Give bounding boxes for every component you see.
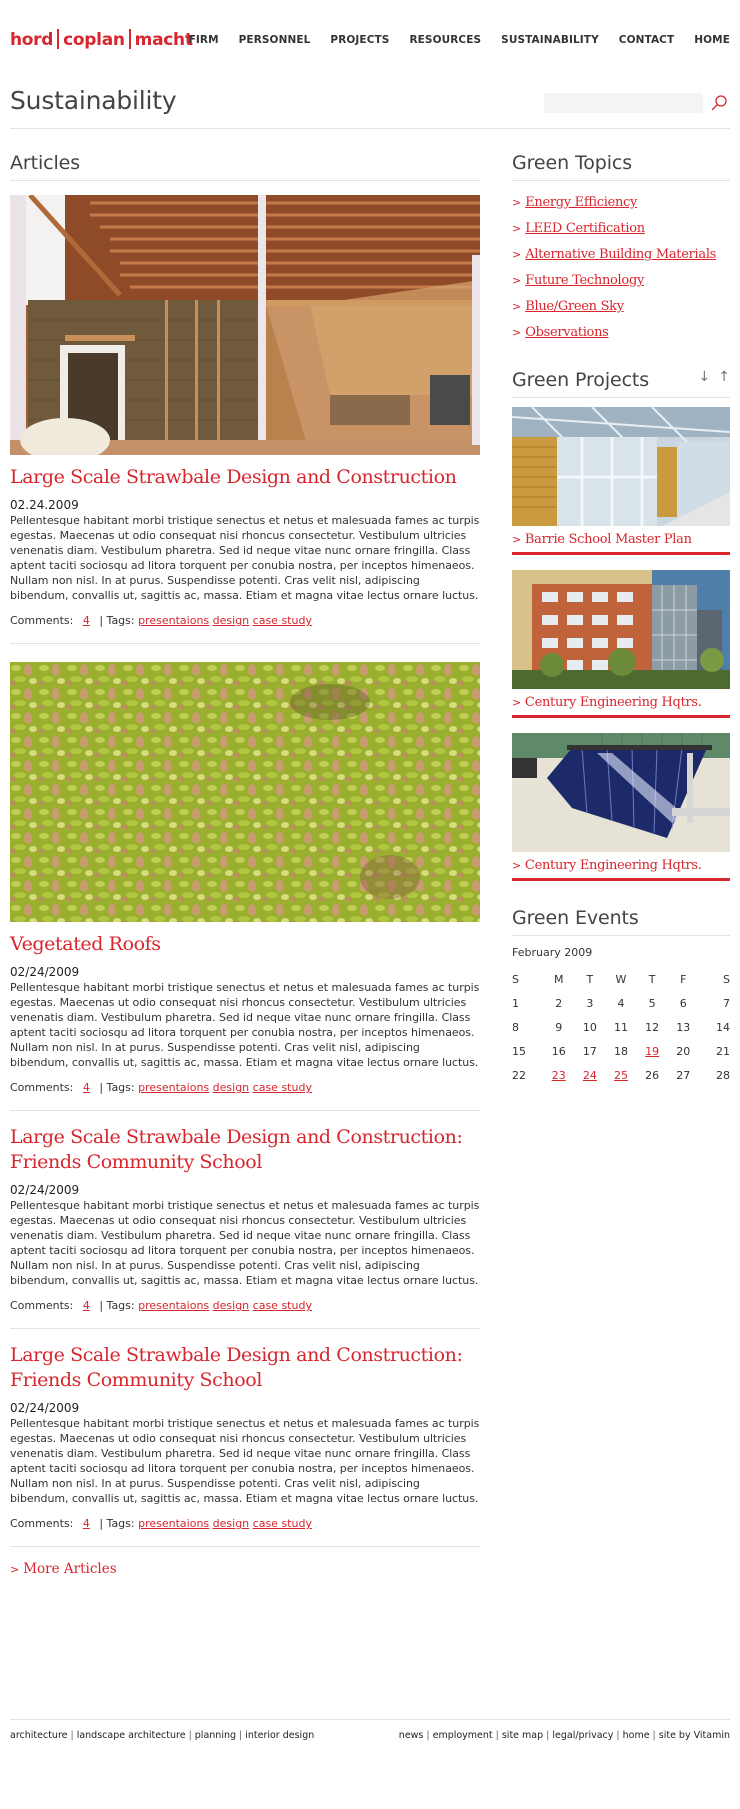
project-link[interactable] — [512, 526, 730, 555]
page-title: Sustainability — [10, 86, 177, 115]
calendar-day: 27 — [676, 1068, 691, 1082]
tag-link[interactable]: case study — [252, 1081, 312, 1094]
calendar-day: 2 — [555, 996, 563, 1010]
footer-separator: | — [70, 1730, 74, 1741]
calendar-day: 16 — [551, 1044, 566, 1058]
calendar-day-event — [543, 1063, 574, 1087]
topic-link-blue-green-sky[interactable]: Blue/Green Sky — [525, 299, 624, 314]
tag-link[interactable]: presentaions — [138, 1299, 210, 1312]
topic-link-leed-certification[interactable]: LEED Certification — [525, 221, 645, 236]
project-caption: Century Engineering Hqtrs. — [524, 858, 702, 873]
calendar-day: 8 — [512, 1020, 519, 1034]
tag-link[interactable]: design — [212, 1081, 250, 1094]
comments-count-link[interactable]: 4 — [82, 614, 90, 627]
article-meta — [10, 1081, 480, 1094]
carousel-controls — [699, 369, 730, 391]
comments-label: Comments: — [10, 1517, 74, 1530]
chevron-right-icon: > — [512, 222, 522, 235]
search-input[interactable] — [544, 93, 703, 113]
footer-separator: | — [495, 1730, 499, 1741]
calendar-day: 7 — [723, 996, 730, 1010]
calendar-day: 3 — [586, 996, 594, 1010]
article-title[interactable]: Vegetated Roofs — [10, 933, 161, 955]
tag-link[interactable]: case study — [252, 1299, 312, 1312]
topic-item — [512, 320, 730, 346]
footer-service-link[interactable]: planning — [194, 1730, 237, 1741]
footer-utility-link[interactable]: site by Vitamin — [658, 1730, 730, 1741]
calendar-day: 5 — [648, 996, 656, 1010]
comments-label: Comments: — [10, 1081, 74, 1094]
logo-part-coplan: coplan — [63, 30, 125, 50]
topic-link-future-technology[interactable]: Future Technology — [525, 273, 645, 288]
calendar-day: 26 — [645, 1068, 660, 1082]
calendar-day: 10 — [582, 1020, 597, 1034]
tag-link[interactable]: presentaions — [138, 1517, 210, 1530]
calendar-day: 4 — [617, 996, 625, 1010]
tag-link[interactable]: design — [212, 1299, 250, 1312]
calendar-day: 17 — [582, 1044, 597, 1058]
strawbale-construction-photo[interactable] — [10, 195, 480, 455]
article-meta — [10, 1517, 480, 1530]
logo-divider — [57, 29, 59, 49]
article-title[interactable]: Large Scale Strawbale Design and Construction — [10, 466, 457, 488]
calendar-day: 11 — [613, 1020, 628, 1034]
tag-link[interactable]: presentaions — [138, 1081, 210, 1094]
footer-utility-link[interactable]: home — [622, 1730, 650, 1741]
calendar-day: 14 — [716, 1020, 730, 1034]
chevron-right-icon: > — [512, 533, 521, 546]
header-divider — [10, 128, 730, 129]
footer-utility-link[interactable]: news — [398, 1730, 424, 1741]
calendar-day: 1 — [512, 996, 519, 1010]
weekday-label: W — [615, 972, 627, 986]
footer-separator: | — [546, 1730, 550, 1741]
footer-separator: | — [426, 1730, 430, 1741]
article-title[interactable]: Large Scale Strawbale Design and Construction: Friends Community School — [10, 1344, 463, 1391]
brick-office-building-photo[interactable] — [512, 570, 730, 689]
project-link[interactable] — [512, 852, 730, 881]
project-card — [512, 407, 730, 555]
chevron-right-icon: > — [512, 274, 522, 287]
project-link[interactable] — [512, 689, 730, 718]
tag-link[interactable]: presentaions — [138, 614, 210, 627]
calendar-day: 22 — [512, 1068, 526, 1082]
footer-utility-link[interactable]: site map — [501, 1730, 544, 1741]
article-date: 02.24.2009 — [10, 498, 79, 512]
comments-count-link[interactable]: 4 — [82, 1299, 90, 1312]
project-caption: Century Engineering Hqtrs. — [524, 695, 702, 710]
comments-label: Comments: — [10, 614, 74, 627]
weekday-label: F — [680, 972, 687, 986]
comments-count-link[interactable]: 4 — [82, 1081, 90, 1094]
green-topics-heading: Green Topics — [512, 152, 730, 181]
calendar-day: 13 — [676, 1020, 691, 1034]
sidebar — [512, 152, 730, 1087]
footer-divider — [10, 1719, 730, 1720]
article-meta — [10, 614, 480, 627]
weekday-label: M — [553, 972, 564, 986]
footer-utility-link[interactable]: employment — [432, 1730, 493, 1741]
calendar-day-event — [605, 1063, 636, 1087]
article-item — [10, 1111, 480, 1329]
calendar-day: 20 — [676, 1044, 691, 1058]
search-icon[interactable] — [710, 94, 728, 112]
calendar-week — [512, 1039, 730, 1063]
calendar-day-event — [637, 1039, 668, 1063]
article-body: Pellentesque habitant morbi tristique senectus et netus et malesuada fames ac turpis egestas. Maecenas ut odio consequat nisi rhoncus consectetur. Vestibulum ultricies venenatis diam. Vestibulum pharetra. Sed id neque vitae nunc ornare fringilla. Class aptent taciti sociosqu ad litora torquent per conubia nostra, per inceptos himenaeos. Nullam non nisl. In at purus. Suspendisse potenti. Cras velit nisl, adipiscing bibendum, convallis ut, sagittis ac, massa. Etiam et magna vitae lectus ornare luctus. — [10, 981, 480, 1069]
main-nav — [189, 34, 730, 46]
topic-item — [512, 294, 730, 320]
chevron-right-icon: > — [512, 859, 521, 872]
project-card — [512, 570, 730, 718]
footer-separator: | — [616, 1730, 620, 1741]
footer-service-link[interactable]: interior design — [245, 1730, 315, 1741]
footer-separator: | — [188, 1730, 192, 1741]
tags-label: | Tags: — [99, 1517, 135, 1530]
nav-home[interactable]: HOME — [694, 34, 730, 46]
green-projects-divider — [512, 397, 730, 398]
logo-part-macht: macht — [134, 30, 193, 50]
footer-services — [10, 1730, 314, 1741]
footer-service-link[interactable]: architecture — [10, 1730, 68, 1741]
article-date: 02/24/2009 — [10, 965, 80, 979]
rooftop-solar-collectors-photo[interactable] — [512, 733, 730, 852]
topic-item — [512, 216, 730, 242]
article-item — [10, 662, 480, 1111]
green-events-heading: Green Events — [512, 907, 730, 936]
calendar-day: 9 — [555, 1020, 563, 1034]
more-articles-link[interactable] — [10, 1561, 117, 1577]
calendar-event-link[interactable]: 24 — [582, 1068, 597, 1082]
topic-item — [512, 268, 730, 294]
weekday-label: T — [648, 972, 656, 986]
nav-sustainability[interactable]: SUSTAINABILITY — [501, 34, 599, 46]
calendar-week — [512, 1063, 730, 1087]
chevron-right-icon: > — [512, 300, 522, 313]
chevron-right-icon: > — [512, 696, 521, 709]
atrium-interior-rendering[interactable] — [512, 407, 730, 526]
logo-divider — [129, 29, 131, 49]
topic-item — [512, 190, 730, 216]
tags-label: | Tags: — [99, 614, 135, 627]
topic-link-energy-efficiency[interactable]: Energy Efficiency — [525, 195, 638, 210]
chevron-right-icon: > — [512, 196, 522, 209]
logo-part-hord: hord — [10, 30, 54, 50]
green-projects-heading: Green Projects — [512, 369, 650, 391]
article-meta — [10, 1299, 480, 1312]
nav-resources[interactable]: RESOURCES — [409, 34, 482, 46]
article-body: Pellentesque habitant morbi tristique senectus et netus et malesuada fames ac turpis egestas. Maecenas ut odio consequat nisi rhoncus consectetur. Vestibulum ultricies venenatis diam. Vestibulum pharetra. Sed id neque vitae nunc ornare fringilla. Class aptent taciti sociosqu ad litora torquent per conubia nostra, per inceptos himenaeos. Nullam non nisl. In at purus. Suspendisse potenti. Cras velit nisl, adipiscing bibendum, convallis ut, sagittis ac, massa. Etiam et magna vitae lectus ornare luctus. — [10, 1199, 480, 1287]
calendar-day: 15 — [512, 1044, 526, 1058]
arrow-up-icon[interactable]: ↑ — [718, 369, 730, 385]
weekday-label: S — [512, 972, 519, 986]
tag-link[interactable]: case study — [252, 1517, 312, 1530]
chevron-right-icon: > — [10, 1563, 20, 1576]
calendar-week — [512, 1015, 730, 1039]
calendar-event-link[interactable]: 23 — [551, 1068, 566, 1082]
footer-separator: | — [239, 1730, 243, 1741]
calendar-day: 21 — [716, 1044, 730, 1058]
calendar-month: February 2009 — [512, 946, 593, 959]
weekday-label: S — [723, 972, 730, 986]
calendar-day: 12 — [645, 1020, 660, 1034]
nav-personnel[interactable]: PERSONNEL — [238, 34, 311, 46]
chevron-right-icon: > — [512, 326, 522, 339]
footer-links — [399, 1730, 730, 1741]
project-card — [512, 733, 730, 881]
footer-separator: | — [652, 1730, 656, 1741]
calendar-day: 6 — [679, 996, 687, 1010]
chevron-right-icon: > — [512, 248, 522, 261]
article-date: 02/24/2009 — [10, 1183, 80, 1197]
calendar-week — [512, 991, 730, 1015]
events-calendar — [512, 967, 730, 1087]
calendar-event-link[interactable]: 19 — [645, 1044, 660, 1058]
topic-link-observations[interactable]: Observations — [525, 325, 609, 340]
tag-link[interactable]: case study — [252, 614, 312, 627]
nav-contact[interactable]: CONTACT — [618, 34, 675, 46]
topic-link-alternative-building-materials[interactable]: Alternative Building Materials — [525, 247, 717, 262]
articles-heading: Articles — [10, 152, 480, 181]
sedum-green-roof-photo[interactable] — [10, 662, 480, 922]
nav-firm[interactable]: FIRM — [188, 34, 219, 46]
topic-item — [512, 242, 730, 268]
calendar-day-event — [574, 1063, 605, 1087]
arrow-down-icon[interactable]: ↓ — [698, 369, 711, 385]
more-articles-label: More Articles — [23, 1561, 117, 1577]
weekday-label: T — [586, 972, 594, 986]
article-body: Pellentesque habitant morbi tristique senectus et netus et malesuada fames ac turpis egestas. Maecenas ut odio consequat nisi rhoncus consectetur. Vestibulum ultricies venenatis diam. Vestibulum pharetra. Sed id neque vitae nunc ornare fringilla. Class aptent taciti sociosqu ad litora torquent per conubia nostra, per inceptos himenaeos. Nullam non nisl. In at purus. Suspendisse potenti. Cras velit nisl, adipiscing bibendum, convallis ut, sagittis ac, massa. Etiam et magna vitae lectus ornare luctus. — [10, 514, 480, 602]
project-caption: Barrie School Master Plan — [524, 532, 692, 547]
green-topics-list — [512, 190, 730, 346]
green-projects-header — [512, 369, 730, 391]
calendar-day: 28 — [716, 1068, 730, 1082]
tags-label: | Tags: — [99, 1081, 135, 1094]
footer-utility-link[interactable]: legal/privacy — [552, 1730, 614, 1741]
tag-link[interactable]: design — [212, 1517, 250, 1530]
comments-label: Comments: — [10, 1299, 74, 1312]
article-body: Pellentesque habitant morbi tristique senectus et netus et malesuada fames ac turpis egestas. Maecenas ut odio consequat nisi rhoncus consectetur. Vestibulum ultricies venenatis diam. Vestibulum pharetra. Sed id neque vitae nunc ornare fringilla. Class aptent taciti sociosqu ad litora torquent per conubia nostra, per inceptos himenaeos. Nullam non nisl. In at purus. Suspendisse potenti. Cras velit nisl, adipiscing bibendum, convallis ut, sagittis ac, massa. Etiam et magna vitae lectus ornare luctus. — [10, 1417, 480, 1505]
articles-column — [10, 152, 480, 1577]
article-item — [10, 1329, 480, 1547]
article-date: 02/24/2009 — [10, 1401, 80, 1415]
article-title[interactable]: Large Scale Strawbale Design and Construction: Friends Community School — [10, 1126, 463, 1173]
nav-projects[interactable]: PROJECTS — [330, 34, 390, 46]
calendar-event-link[interactable]: 25 — [613, 1068, 628, 1082]
logo[interactable] — [10, 29, 193, 50]
article-item — [10, 195, 480, 644]
comments-count-link[interactable]: 4 — [82, 1517, 90, 1530]
tag-link[interactable]: design — [212, 614, 250, 627]
tags-label: | Tags: — [99, 1299, 135, 1312]
footer-service-link[interactable]: landscape architecture — [76, 1730, 186, 1741]
calendar-day: 18 — [613, 1044, 628, 1058]
